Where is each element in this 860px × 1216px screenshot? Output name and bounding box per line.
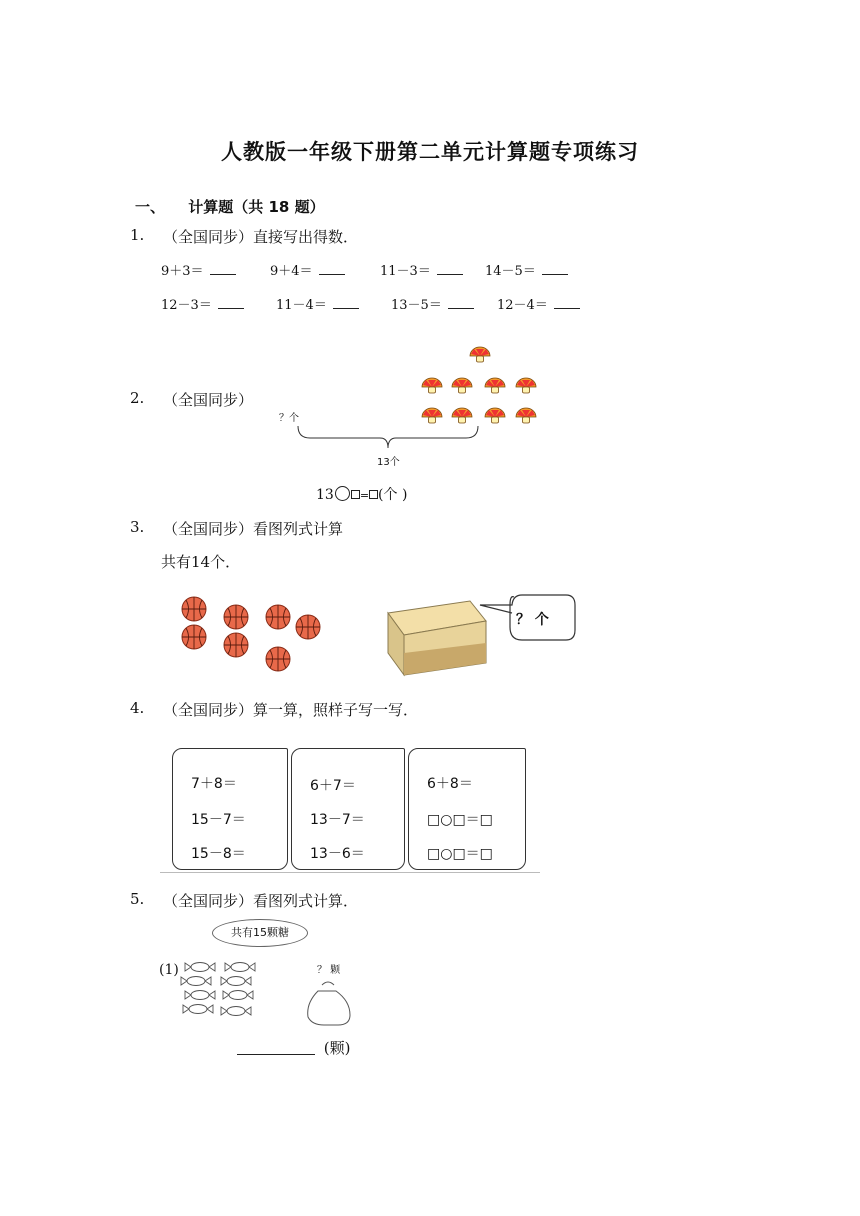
equation: 12－4＝ xyxy=(497,294,580,313)
basketball-icon xyxy=(296,615,320,639)
equation: 12－3＝ xyxy=(161,294,244,313)
mushroom-icon xyxy=(422,378,442,393)
answer-box[interactable] xyxy=(351,490,360,499)
section-title: 计算题（共 18 题） xyxy=(188,198,325,216)
question-number: 3. xyxy=(130,518,145,536)
question-number: 1. xyxy=(130,226,145,244)
equation: 11－3＝ xyxy=(380,260,463,279)
basketball-icon xyxy=(224,605,248,629)
oval-label: 共有15颗糖 xyxy=(212,919,308,947)
subquestion-label: (1) xyxy=(159,962,179,978)
scroll-card-3 xyxy=(408,748,526,870)
scroll-line: 15－7＝ xyxy=(191,812,246,828)
question-4 xyxy=(130,699,419,719)
mushroom-figure xyxy=(270,340,570,470)
scroll-line: 6＋8＝ xyxy=(427,776,473,792)
mushroom-icon xyxy=(516,378,536,393)
answer-box[interactable] xyxy=(369,490,378,499)
scroll-line: 13－6＝ xyxy=(310,846,365,862)
mushroom-icon xyxy=(452,408,472,423)
candy-icon xyxy=(223,991,253,1000)
question-3 xyxy=(130,518,344,538)
candy-icon xyxy=(181,977,211,986)
answer-blank[interactable] xyxy=(319,262,345,275)
question-5 xyxy=(130,890,359,910)
scroll-card-2 xyxy=(291,748,405,870)
question-text: （全国同步）看图列式计算 xyxy=(163,520,344,538)
question-text: （全国同步）看图列式计算． xyxy=(163,892,359,910)
question-text: （全国同步）算一算，照样子写一写． xyxy=(163,701,419,719)
bubble-text: ？ 个 xyxy=(516,612,549,628)
equation: 14－5＝ xyxy=(485,260,568,279)
unit-label: (颗) xyxy=(323,1039,351,1057)
candy-icon xyxy=(185,963,215,972)
mushroom-icon xyxy=(452,378,472,393)
divider xyxy=(160,872,540,873)
candy-icon xyxy=(221,977,251,986)
question-text: （全国同步） xyxy=(163,391,254,409)
equation: 9＋4＝ xyxy=(270,260,345,279)
mushroom-icon xyxy=(516,408,536,423)
mushroom-icon xyxy=(422,408,442,423)
basketball-icon xyxy=(182,625,206,649)
answer-blank[interactable] xyxy=(554,296,580,309)
formula-template: 13 = (个 ) xyxy=(316,487,408,503)
basketball-icon xyxy=(224,633,248,657)
equation: 9＋3＝ xyxy=(161,260,236,279)
basketball-icon xyxy=(266,605,290,629)
equation: 13－5＝ xyxy=(391,294,474,313)
scroll-line: 13－7＝ xyxy=(310,812,365,828)
scroll-line: □○□＝□ xyxy=(427,812,493,828)
basketball-figure xyxy=(170,585,590,685)
basketball-icon xyxy=(182,597,206,621)
question-number: 4. xyxy=(130,699,145,717)
mushroom-icon xyxy=(485,408,505,423)
brace xyxy=(298,426,478,448)
answer-blank[interactable] xyxy=(218,296,244,309)
answer-blank[interactable] xyxy=(542,262,568,275)
candy-icon xyxy=(225,963,255,972)
bag-icon xyxy=(308,982,350,1025)
question-subtext: 共有14个． xyxy=(161,553,241,571)
candy-icon xyxy=(221,1007,251,1016)
candy-icon xyxy=(185,991,215,1000)
question-text: （全国同步）直接写出得数． xyxy=(163,228,359,246)
equation: 11－4＝ xyxy=(276,294,359,313)
section-number: 一、 xyxy=(135,198,166,216)
answer-line xyxy=(237,1037,351,1058)
operator-circle[interactable] xyxy=(335,486,350,501)
page-title: 人教版一年级下册第二单元计算题专项练习 xyxy=(221,140,639,164)
answer-blank[interactable] xyxy=(437,262,463,275)
question-1 xyxy=(130,226,359,246)
answer-blank[interactable] xyxy=(333,296,359,309)
box-icon xyxy=(388,601,486,675)
answer-blank[interactable] xyxy=(210,262,236,275)
answer-blank[interactable] xyxy=(237,1040,315,1055)
mushroom-icon xyxy=(485,378,505,393)
answer-blank[interactable] xyxy=(448,296,474,309)
scroll-line: 15－8＝ xyxy=(191,846,246,862)
question-number: 2. xyxy=(130,389,145,407)
scroll-line: 7＋8＝ xyxy=(191,776,237,792)
candy-icon xyxy=(183,1005,213,1014)
mushroom-icon xyxy=(470,347,490,362)
basketball-icon xyxy=(266,647,290,671)
scroll-line: □○□＝□ xyxy=(427,846,493,862)
question-number: 5. xyxy=(130,890,145,908)
total-label: 13个 xyxy=(377,457,400,468)
question-2 xyxy=(130,389,254,409)
scroll-card-1 xyxy=(172,748,288,870)
scroll-line: 6＋7＝ xyxy=(310,778,356,794)
bag-label: ？ 颗 xyxy=(317,965,341,976)
section-heading xyxy=(135,196,325,217)
unknown-label: ？个 xyxy=(279,413,299,424)
